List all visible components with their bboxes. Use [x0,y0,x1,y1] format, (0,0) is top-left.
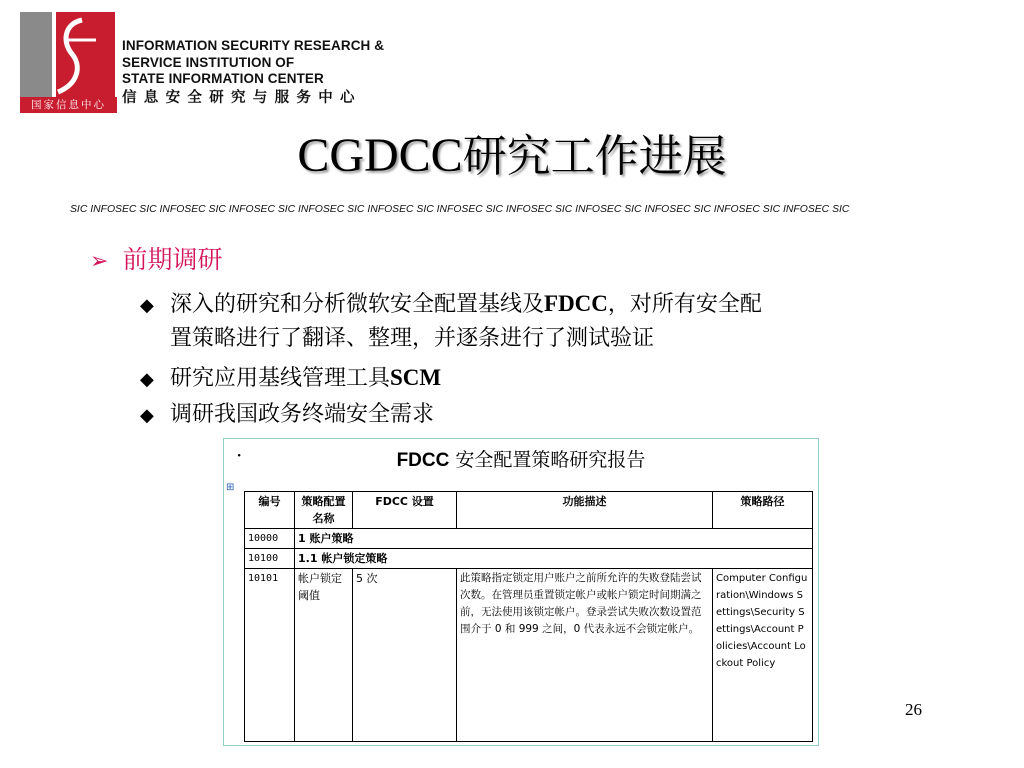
list-item-text: 深入的研究和分析微软安全配置基线及 [170,292,545,317]
slide-title [0,126,1024,187]
table-cell: 1 账户策略 [295,529,813,549]
list-item-text: ，对所有安全配 [607,292,762,317]
diamond-bullet-icon: ◆ [140,369,154,390]
table-cell: Computer Configuration\Windows Settings\Security Settings\Account Policies\Account Lockout Policy [713,569,813,742]
logo-mark-icon [20,12,115,97]
table-row [245,569,813,742]
arrow-bullet-icon: ➢ [90,249,109,274]
org-chinese-name: 信息安全研究与服务中心 [122,89,362,106]
diamond-bullet-icon: ◆ [140,405,154,426]
column-header: 编号 [245,492,295,529]
list-item [140,361,960,396]
table-cell: 帐户锁定阈值 [295,569,353,742]
document-title-cjk: 安全配置策略研究报告 [455,449,646,471]
page-number: 26 [905,700,922,719]
slide-title-latin: CGDCC [297,129,463,182]
list-item-continuation: 置策略进行了翻译、整理，并逐条进行了测试验证 [170,326,655,351]
org-line-1: INFORMATION SECURITY RESEARCH & [122,38,385,53]
column-header: FDCC 设置 [353,492,457,529]
table-move-handle-icon: ⊞ [226,482,235,493]
slide-title-cjk: 研究工作进展 [462,131,727,182]
document-title-latin: FDCC [396,450,450,471]
table-cell: 1.1 帐户锁定策略 [295,549,813,569]
section-heading-text: 前期调研 [122,245,223,274]
table-header-row [245,492,813,529]
ticker-text: SIC INFOSEC SIC INFOSEC SIC INFOSEC SIC INFOSEC SIC INFOSEC SIC INFOSEC SIC INFOSEC SIC INFOSEC SIC INFOSEC SIC INFOSEC SIC INFOSEC SIC [70,204,850,215]
list-item-text: 调研我国政务终端安全需求 [170,402,435,427]
table-row [245,529,813,549]
table-cell: 此策略指定锁定用户账户之前所允许的失败登陆尝试次数。在管理员重置锁定帐户或帐户锁定时间期满之前，无法使用该锁定帐户。登录尝试失败次数设置范围介于 0 和 999 之间，0 代表永远不会锁定帐户。 [457,569,713,742]
diamond-bullet-icon: ◆ [140,295,154,316]
table-row [245,549,813,569]
list-item-text: FDCC [544,291,608,316]
column-header: 功能描述 [457,492,713,529]
table-cell: 10101 [245,569,295,742]
logo-chinese-name: 国家信息中心 [20,97,117,113]
list-item-text: SCM [390,365,442,390]
list-item [140,398,960,432]
policy-table [244,491,813,742]
column-header: 策略配置名称 [295,492,353,529]
logo [20,12,115,101]
table-cell: 10100 [245,549,295,569]
bullet-dot-icon: · [236,443,243,467]
organization-name [122,38,384,106]
org-line-3: STATE INFORMATION CENTER [122,71,324,86]
column-header: 策略路径 [713,492,813,529]
table-cell: 5 次 [353,569,457,742]
section-heading [90,240,222,276]
list-item [140,287,960,355]
table-cell: 10000 [245,529,295,549]
org-line-2: SERVICE INSTITUTION OF [122,54,295,70]
document-title [224,445,818,472]
list-item-text: 研究应用基线管理工具 [170,366,391,391]
document-screenshot [223,438,819,746]
